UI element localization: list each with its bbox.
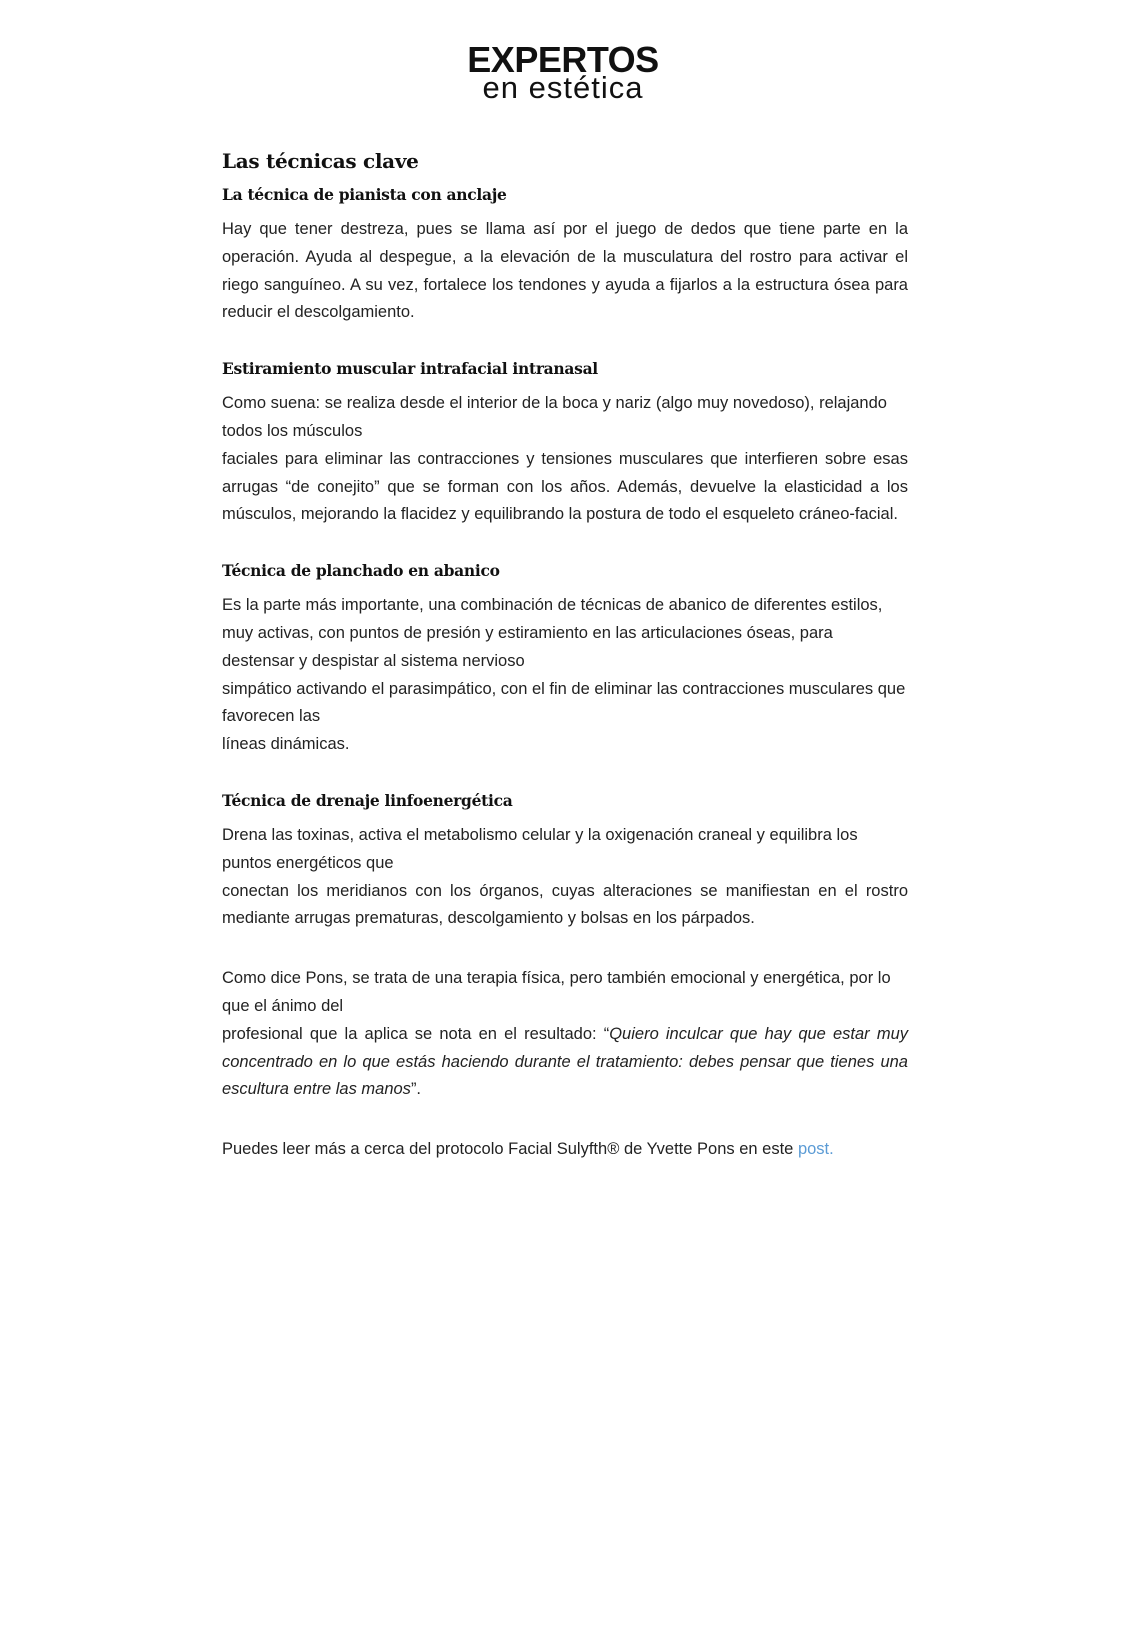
- logo-tagline: en estética: [482, 70, 644, 105]
- section-heading-drenaje: Técnica de drenaje linfoenergética: [222, 790, 513, 810]
- pons-quote: Quiero inculcar que hay que estar muy concentrado en lo que estás haciendo durante el tratamiento: debes pensar que tienes una escultura entre las manos: [222, 1024, 908, 1099]
- section-paragraph-planchado-3: líneas dinámicas.: [222, 735, 350, 754]
- section-paragraph-drenaje-2: conectan los meridianos con los órganos, cuyas alteraciones se manifiestan en el rostro mediante arrugas prematuras, descolgamiento y bolsas en los párpados.: [222, 881, 908, 928]
- section-paragraph-planchado-1: Es la parte más importante, una combinación de técnicas de abanico de diferentes estilos, muy activas, con puntos de presión y estiramiento en las articulaciones óseas, para destensar y despistar al sistema nervioso: [222, 596, 883, 670]
- section-paragraph-estiramiento-1: Como suena: se realiza desde el interior de la boca y nariz (algo muy novedoso), relajando todos los músculos: [222, 394, 887, 440]
- article-body: [222, 149, 908, 1164]
- section-paragraph-drenaje-1: Drena las toxinas, activa el metabolismo celular y la oxigenación craneal y equilibra los puntos energéticos que: [222, 825, 858, 872]
- section-heading-estiramiento: Estiramiento muscular intrafacial intranasal: [222, 359, 598, 379]
- footer-text: Puedes leer más a cerca del protocolo Facial Sulyfth® de Yvette Pons en este: [222, 1140, 798, 1159]
- section-heading-planchado: Técnica de planchado en abanico: [222, 561, 500, 581]
- section-paragraph-estiramiento-2: faciales para eliminar las contracciones y tensiones musculares que interfieren sobre esas arrugas “de conejito” que se forman con los años. Además, devuelve la elasticidad a los músculos, mejorando la flacidez y equilibrando la postura de todo el esqueleto cráneo-facial.: [222, 449, 908, 524]
- brand-logo: [0, 39, 1126, 105]
- section-paragraph-pianista: Hay que tener destreza, pues se llama así por el juego de dedos que tiene parte en la operación. Ayuda al despegue, a la elevación de la musculatura del rostro para activar el riego sanguíneo. A su vez, fortalece los tendones y ayuda a fijarlos a la estructura ósea para reducir el descolgamiento.: [222, 220, 908, 322]
- closing-prefix: profesional que la aplica se nota en el resultado: “: [222, 1024, 610, 1043]
- section-paragraph-planchado-2: simpático activando el parasimpático, con el fin de eliminar las contracciones musculares que favorecen las: [222, 679, 906, 726]
- section-heading-pianista: La técnica de pianista con anclaje: [222, 185, 507, 204]
- footer-paragraph: [222, 1136, 908, 1164]
- article-title: Las técnicas clave: [222, 149, 419, 173]
- post-link[interactable]: post.: [797, 1140, 834, 1159]
- closing-paragraph-2: [222, 1021, 908, 1104]
- closing-suffix: ”.: [410, 1080, 422, 1099]
- logo-wordmark: EXPERTOS: [467, 39, 659, 80]
- closing-paragraph-1: Como dice Pons, se trata de una terapia física, pero también emocional y energética, por lo que el ánimo del: [222, 969, 891, 1015]
